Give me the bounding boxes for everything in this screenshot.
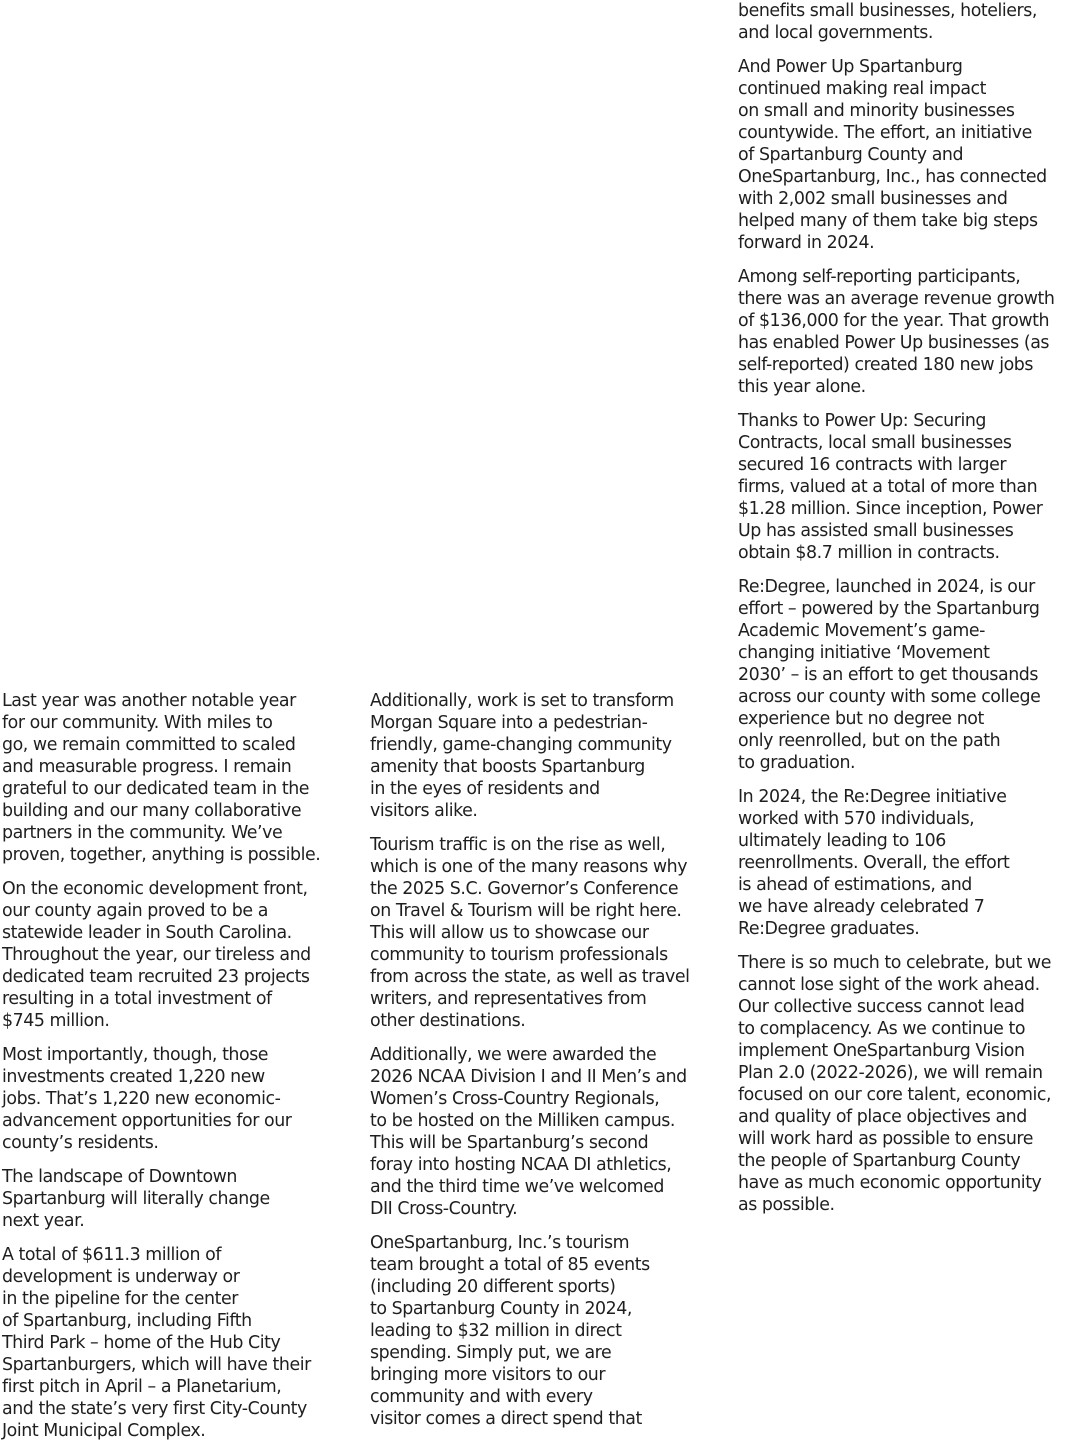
text-line: worked with 570 individuals, xyxy=(738,809,975,829)
text-line: there was an average revenue growth xyxy=(738,289,1055,309)
text-line: which is one of the many reasons why xyxy=(370,857,688,877)
text-line: changing initiative ‘Movement xyxy=(738,643,990,663)
text-line: Up has assisted small businesses xyxy=(738,521,1014,541)
text-line: Tourism traffic is on the rise as well, xyxy=(370,835,666,855)
text-line: OneSpartanburg, Inc., has connected xyxy=(738,167,1047,187)
text-line: to complacency. As we continue to xyxy=(738,1019,1026,1039)
text-line: 2026 NCAA Division I and II Men’s and xyxy=(370,1067,687,1087)
text-line: visitors alike. xyxy=(370,801,478,821)
text-line: on small and minority businesses xyxy=(738,101,1015,121)
text-line: proven, together, anything is possible. xyxy=(2,845,321,865)
paragraph xyxy=(738,786,1082,940)
text-line: resulting in a total investment of xyxy=(2,989,272,1009)
text-line: the people of Spartanburg County xyxy=(738,1151,1021,1171)
text-line: first pitch in April – a Planetarium, xyxy=(2,1377,282,1397)
text-line: countywide. The effort, an initiative xyxy=(738,123,1032,143)
text-line: ultimately leading to 106 xyxy=(738,831,946,851)
text-line: Re:Degree, launched in 2024, is our xyxy=(738,577,1035,597)
text-line: helped many of them take big steps xyxy=(738,211,1038,231)
text-line: Among self-reporting participants, xyxy=(738,267,1021,287)
text-line: our county again proved to be a xyxy=(2,901,268,921)
text-line: Throughout the year, our tireless and xyxy=(2,945,311,965)
paragraph xyxy=(2,878,354,1032)
text-line: Our collective success cannot lead xyxy=(738,997,1025,1017)
text-line: $745 million. xyxy=(2,1011,110,1031)
text-line: for our community. With miles to xyxy=(2,713,273,733)
text-line: partners in the community. We’ve xyxy=(2,823,283,843)
text-line: Plan 2.0 (2022-2026), we will remain xyxy=(738,1063,1043,1083)
paragraph xyxy=(370,1232,722,1430)
text-line: from across the state, as well as travel xyxy=(370,967,690,987)
text-line: county’s residents. xyxy=(2,1133,159,1153)
paragraph xyxy=(2,690,354,866)
text-line: to be hosted on the Milliken campus. xyxy=(370,1111,675,1131)
text-line: Most importantly, though, those xyxy=(2,1045,269,1065)
paragraph xyxy=(738,0,1082,44)
text-line: we have already celebrated 7 xyxy=(738,897,985,917)
text-line: On the economic development front, xyxy=(2,879,308,899)
text-line: on Travel & Tourism will be right here. xyxy=(370,901,682,921)
text-line: and local governments. xyxy=(738,23,934,43)
paragraph xyxy=(370,1044,722,1220)
text-line: Thanks to Power Up: Securing xyxy=(738,411,986,431)
text-line: advancement opportunities for our xyxy=(2,1111,292,1131)
paragraph xyxy=(2,1044,354,1154)
text-line: Last year was another notable year xyxy=(2,691,296,711)
text-line: 2030’ – is an effort to get thousands xyxy=(738,665,1039,685)
text-line: in the eyes of residents and xyxy=(370,779,600,799)
paragraph xyxy=(738,56,1082,254)
text-line: experience but no degree not xyxy=(738,709,984,729)
text-line: There is so much to celebrate, but we xyxy=(738,953,1051,973)
paragraph xyxy=(2,1244,354,1442)
text-line: is ahead of estimations, and xyxy=(738,875,972,895)
paragraph xyxy=(2,1166,354,1232)
text-line: other destinations. xyxy=(370,1011,526,1031)
text-line: Spartanburgers, which will have their xyxy=(2,1355,311,1375)
text-line: obtain $8.7 million in contracts. xyxy=(738,543,1000,563)
text-line: investments created 1,220 new xyxy=(2,1067,265,1087)
text-line: A total of $611.3 million of xyxy=(2,1245,222,1265)
text-line: the 2025 S.C. Governor’s Conference xyxy=(370,879,679,899)
text-line: bringing more visitors to our xyxy=(370,1365,606,1385)
text-line: secured 16 contracts with larger xyxy=(738,455,1007,475)
text-line: forward in 2024. xyxy=(738,233,875,253)
text-line: Spartanburg will literally change xyxy=(2,1189,270,1209)
text-line: leading to $32 million in direct xyxy=(370,1321,622,1341)
paragraph xyxy=(370,690,722,822)
text-line: benefits small businesses, hoteliers, xyxy=(738,1,1037,21)
text-line: Morgan Square into a pedestrian- xyxy=(370,713,648,733)
text-line: writers, and representatives from xyxy=(370,989,647,1009)
text-line: spending. Simply put, we are xyxy=(370,1343,612,1363)
text-column-1 xyxy=(2,690,354,1454)
text-line: Contracts, local small businesses xyxy=(738,433,1012,453)
text-line: and the state’s very first City-County xyxy=(2,1399,307,1419)
text-line: The landscape of Downtown xyxy=(2,1167,237,1187)
text-line: of $136,000 for the year. That growth xyxy=(738,311,1050,331)
text-line: In 2024, the Re:Degree initiative xyxy=(738,787,1007,807)
text-line: across our county with some college xyxy=(738,687,1041,707)
text-line: to Spartanburg County in 2024, xyxy=(370,1299,632,1319)
text-line: friendly, game-changing community xyxy=(370,735,672,755)
text-line: DII Cross-Country. xyxy=(370,1199,518,1219)
text-line: next year. xyxy=(2,1211,85,1231)
text-line: as possible. xyxy=(738,1195,835,1215)
text-line: Academic Movement’s game- xyxy=(738,621,986,641)
text-column-2 xyxy=(370,690,722,1442)
text-line: go, we remain committed to scaled xyxy=(2,735,296,755)
text-line: reenrollments. Overall, the effort xyxy=(738,853,1010,873)
text-line: (including 20 different sports) xyxy=(370,1277,616,1297)
paragraph xyxy=(738,266,1082,398)
text-line: only reenrolled, but on the path xyxy=(738,731,1001,751)
text-line: has enabled Power Up businesses (as xyxy=(738,333,1050,353)
text-line: Additionally, we were awarded the xyxy=(370,1045,657,1065)
text-line: This will allow us to showcase our xyxy=(370,923,649,943)
text-line: amenity that boosts Spartanburg xyxy=(370,757,645,777)
paragraph xyxy=(738,952,1082,1216)
text-line: $1.28 million. Since inception, Power xyxy=(738,499,1043,519)
text-line: And Power Up Spartanburg xyxy=(738,57,963,77)
text-line: with 2,002 small businesses and xyxy=(738,189,1008,209)
text-line: Joint Municipal Complex. xyxy=(2,1421,206,1441)
text-line: self-reported) created 180 new jobs xyxy=(738,355,1033,375)
text-line: in the pipeline for the center xyxy=(2,1289,238,1309)
text-line: OneSpartanburg, Inc.’s tourism xyxy=(370,1233,630,1253)
text-line: Re:Degree graduates. xyxy=(738,919,920,939)
paragraph xyxy=(738,410,1082,564)
text-line: Additionally, work is set to transform xyxy=(370,691,674,711)
text-line: and the third time we’ve welcomed xyxy=(370,1177,664,1197)
text-line: of Spartanburg, including Fifth xyxy=(2,1311,252,1331)
text-line: and quality of place objectives and xyxy=(738,1107,1027,1127)
text-line: statewide leader in South Carolina. xyxy=(2,923,292,943)
text-column-3 xyxy=(738,0,1082,1228)
text-line: community to tourism professionals xyxy=(370,945,668,965)
text-line: firms, valued at a total of more than xyxy=(738,477,1038,497)
text-line: implement OneSpartanburg Vision xyxy=(738,1041,1025,1061)
text-line: visitor comes a direct spend that xyxy=(370,1409,642,1429)
text-line: dedicated team recruited 23 projects xyxy=(2,967,310,987)
text-line: will work hard as possible to ensure xyxy=(738,1129,1033,1149)
paragraph xyxy=(738,576,1082,774)
text-line: this year alone. xyxy=(738,377,866,397)
text-line: to graduation. xyxy=(738,753,856,773)
text-line: continued making real impact xyxy=(738,79,987,99)
text-line: building and our many collaborative xyxy=(2,801,302,821)
text-line: community and with every xyxy=(370,1387,593,1407)
text-line: team brought a total of 85 events xyxy=(370,1255,650,1275)
text-line: effort – powered by the Spartanburg xyxy=(738,599,1040,619)
text-line: foray into hosting NCAA DI athletics, xyxy=(370,1155,672,1175)
text-line: grateful to our dedicated team in the xyxy=(2,779,310,799)
text-line: Third Park – home of the Hub City xyxy=(2,1333,281,1353)
text-line: focused on our core talent, economic, xyxy=(738,1085,1052,1105)
text-line: development is underway or xyxy=(2,1267,240,1287)
paragraph xyxy=(370,834,722,1032)
text-line: have as much economic opportunity xyxy=(738,1173,1042,1193)
text-line: of Spartanburg County and xyxy=(738,145,964,165)
text-line: This will be Spartanburg’s second xyxy=(370,1133,649,1153)
text-line: and measurable progress. I remain xyxy=(2,757,292,777)
text-line: cannot lose sight of the work ahead. xyxy=(738,975,1040,995)
text-line: jobs. That’s 1,220 new economic- xyxy=(2,1089,281,1109)
text-line: Women’s Cross-Country Regionals, xyxy=(370,1089,660,1109)
